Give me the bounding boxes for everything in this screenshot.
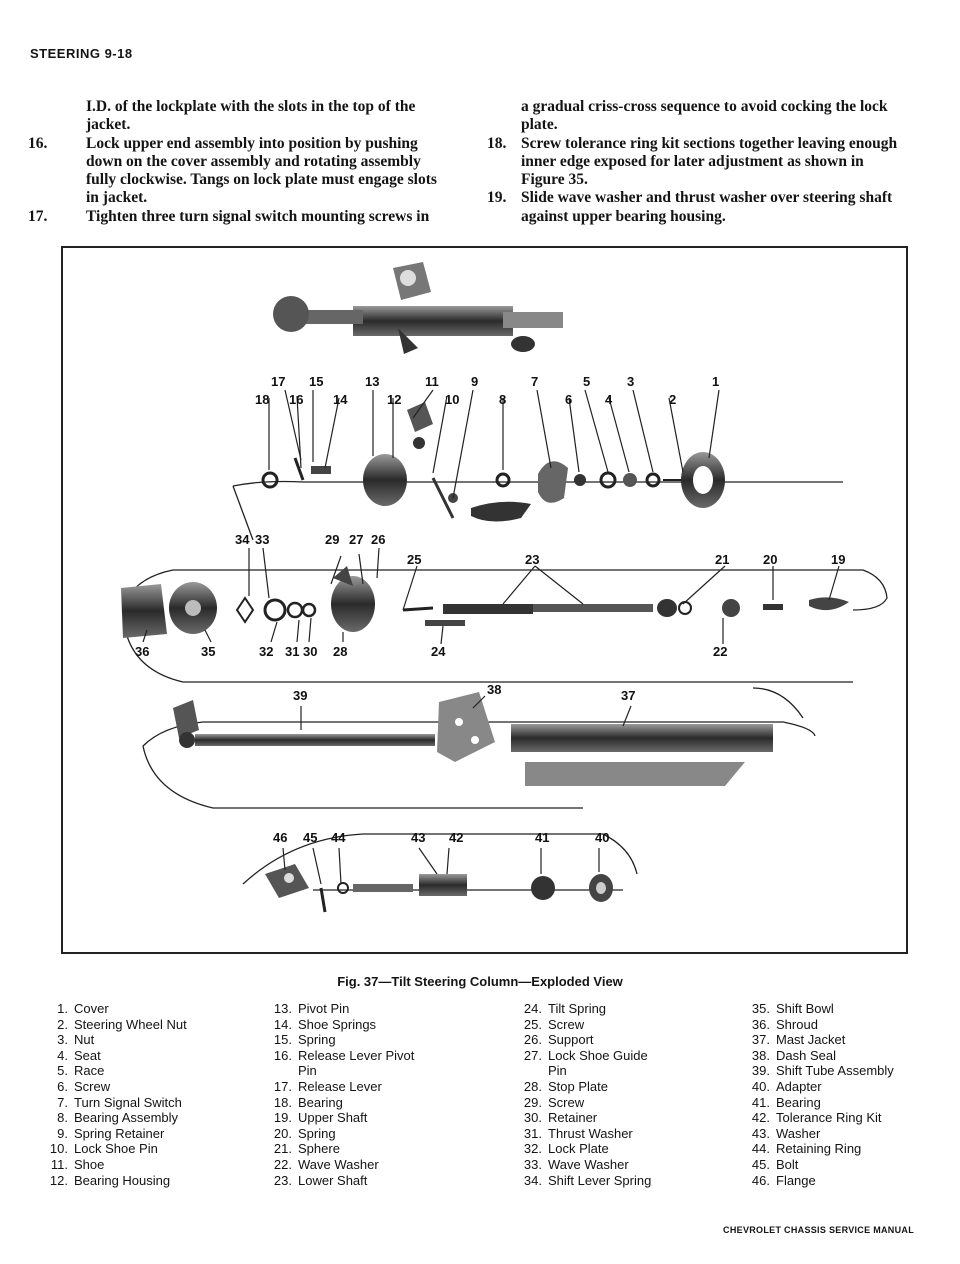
legend-item-label: Wave Washer bbox=[298, 1156, 379, 1172]
legend-item bbox=[272, 1110, 414, 1126]
callout-32: 32 bbox=[259, 644, 274, 659]
callout-13: 13 bbox=[365, 374, 380, 389]
legend-item bbox=[750, 1048, 894, 1064]
legend-item bbox=[522, 1095, 651, 1111]
step-text: Lock upper end assembly into position by pushing down on the cover assembly and rotating assembly fully clockwise. Tangs on lock plate must engage slots in jacket. bbox=[86, 134, 437, 207]
legend-column bbox=[522, 1001, 651, 1188]
legend-item-number: 15. bbox=[273, 1032, 292, 1048]
legend-item bbox=[750, 1001, 894, 1017]
callout-28: 28 bbox=[333, 644, 348, 659]
figure-caption: Fig. 37—Tilt Steering Column—Exploded View bbox=[337, 974, 623, 989]
legend-item bbox=[272, 1032, 414, 1048]
legend-item-label: Lock Plate bbox=[548, 1141, 609, 1157]
legend-item-number: 30. bbox=[523, 1110, 542, 1126]
step-continuation bbox=[493, 98, 908, 135]
legend-item-number: 2. bbox=[57, 1016, 68, 1032]
legend-item-number: 40. bbox=[751, 1078, 770, 1094]
callout-24: 24 bbox=[431, 644, 446, 659]
legend-item-label: Lock Shoe Guide bbox=[548, 1047, 648, 1063]
assembled-column-illustration bbox=[273, 262, 563, 354]
callout-21: 21 bbox=[715, 552, 730, 567]
step-continuation bbox=[28, 98, 448, 135]
leader-lines bbox=[143, 390, 839, 884]
legend-item-label: Lower Shaft bbox=[298, 1172, 368, 1188]
legend-item-label: Mast Jacket bbox=[776, 1032, 846, 1048]
legend-item bbox=[750, 1063, 894, 1079]
legend-item bbox=[272, 1173, 414, 1189]
row1-parts bbox=[263, 402, 725, 522]
legend-item-number: 21. bbox=[273, 1141, 292, 1157]
legend-item-label: Dash Seal bbox=[776, 1047, 836, 1063]
legend-item-number: 1. bbox=[57, 1001, 68, 1016]
exploded-view-figure bbox=[61, 246, 908, 954]
callout-9: 9 bbox=[471, 374, 479, 389]
callout-44: 44 bbox=[331, 830, 346, 845]
legend-item bbox=[522, 1141, 651, 1157]
legend-item-number: 10. bbox=[49, 1141, 68, 1157]
legend-item-label: Shoe bbox=[74, 1156, 105, 1172]
legend-item-number: 5. bbox=[57, 1063, 68, 1079]
callout-19: 19 bbox=[831, 552, 846, 567]
legend-item bbox=[272, 1063, 414, 1079]
legend-item bbox=[750, 1095, 894, 1111]
legend-column bbox=[750, 1001, 894, 1188]
step-text: Slide wave washer and thrust washer over steering shaft against upper bearing housing. bbox=[521, 189, 893, 225]
row3-parts bbox=[173, 692, 773, 786]
legend-item bbox=[48, 1017, 187, 1033]
legend-item-label: Screw bbox=[548, 1016, 585, 1032]
legend-item-number: 28. bbox=[523, 1078, 542, 1094]
legend-item-number: 41. bbox=[751, 1094, 770, 1110]
legend-item-label: Release Lever bbox=[298, 1078, 382, 1094]
callout-34: 34 bbox=[235, 532, 250, 547]
callout-16: 16 bbox=[289, 392, 304, 407]
legend-item-label: Shift Tube Assembly bbox=[776, 1063, 894, 1079]
legend-item bbox=[272, 1095, 414, 1111]
legend-item bbox=[48, 1063, 187, 1079]
callout-8: 8 bbox=[499, 392, 507, 407]
legend-item-number: 39. bbox=[751, 1063, 770, 1079]
legend-item-label: Washer bbox=[776, 1125, 821, 1141]
row4-parts bbox=[265, 864, 613, 912]
legend-item-number: 16. bbox=[273, 1047, 292, 1063]
legend-item-number: 33. bbox=[523, 1156, 542, 1172]
legend-item bbox=[272, 1001, 414, 1017]
legend-item-label: Sphere bbox=[298, 1141, 340, 1157]
legend-item-number: 12. bbox=[49, 1172, 68, 1188]
legend-item-label: Seat bbox=[74, 1047, 101, 1063]
legend-item-label: Retainer bbox=[548, 1110, 598, 1126]
legend-item-number: 34. bbox=[523, 1172, 542, 1188]
callout-5: 5 bbox=[583, 374, 591, 389]
legend-item bbox=[48, 1173, 187, 1189]
exploded-view-drawing bbox=[63, 248, 906, 952]
legend-item bbox=[750, 1173, 894, 1189]
legend-item bbox=[272, 1141, 414, 1157]
callout-18: 18 bbox=[255, 392, 270, 407]
legend-item bbox=[522, 1048, 651, 1064]
callout-45: 45 bbox=[303, 830, 318, 845]
legend-item-label: Cover bbox=[74, 1001, 109, 1016]
legend-item-label: Bolt bbox=[776, 1156, 799, 1172]
callout-22: 22 bbox=[713, 644, 728, 659]
callout-35: 35 bbox=[201, 644, 216, 659]
legend-item-number: 36. bbox=[751, 1016, 770, 1032]
callout-26: 26 bbox=[371, 532, 386, 547]
callout-27: 27 bbox=[349, 532, 364, 547]
legend-item bbox=[522, 1157, 651, 1173]
legend-item-number: 23. bbox=[273, 1172, 292, 1188]
legend-item bbox=[48, 1001, 187, 1017]
callout-46: 46 bbox=[273, 830, 288, 845]
legend-item-number: 4. bbox=[57, 1047, 68, 1063]
callout-41: 41 bbox=[535, 830, 550, 845]
legend-item-label: Tilt Spring bbox=[548, 1001, 607, 1016]
legend-item-number: 24. bbox=[523, 1001, 542, 1016]
legend-item-label: Bearing Housing bbox=[74, 1172, 171, 1188]
callout-37: 37 bbox=[621, 688, 636, 703]
legend-item-number: 6. bbox=[57, 1078, 68, 1094]
callout-15: 15 bbox=[309, 374, 324, 389]
legend-item-number: 3. bbox=[57, 1032, 68, 1048]
callout-10: 10 bbox=[445, 392, 460, 407]
callout-2: 2 bbox=[669, 392, 677, 407]
legend-item bbox=[48, 1032, 187, 1048]
callout-30: 30 bbox=[303, 644, 318, 659]
step-text: a gradual criss-cross sequence to avoid cocking the lock plate. bbox=[521, 98, 888, 134]
row2-parts bbox=[121, 566, 849, 638]
step-text: Tighten three turn signal switch mounting screws in bbox=[86, 207, 430, 225]
callout-36: 36 bbox=[135, 644, 150, 659]
callout-40: 40 bbox=[595, 830, 610, 845]
legend-item-label: Spring bbox=[298, 1032, 336, 1048]
legend-item-label: Screw bbox=[548, 1094, 585, 1110]
legend-item-label: Upper Shaft bbox=[298, 1110, 368, 1126]
step-16 bbox=[28, 135, 448, 208]
step-17 bbox=[28, 208, 448, 226]
legend-item-number: 31. bbox=[523, 1125, 542, 1141]
legend-item-number: 44. bbox=[751, 1141, 770, 1157]
step-18 bbox=[487, 134, 908, 190]
legend-item-label: Flange bbox=[776, 1172, 816, 1188]
legend-item-number: 22. bbox=[273, 1156, 292, 1172]
legend-item-label: Bearing bbox=[776, 1094, 821, 1110]
callout-42: 42 bbox=[449, 830, 464, 845]
step-number: 16. bbox=[28, 134, 48, 152]
step-text: I.D. of the lockplate with the slots in the top of the jacket. bbox=[86, 98, 416, 134]
legend-item-number: 42. bbox=[751, 1110, 770, 1126]
legend-item-number: 11. bbox=[50, 1156, 68, 1172]
legend-item-label: Shroud bbox=[776, 1016, 818, 1032]
legend-item bbox=[750, 1126, 894, 1142]
legend-item-label: Shoe Springs bbox=[298, 1016, 377, 1032]
legend-item-number: 43. bbox=[751, 1125, 770, 1141]
legend-item bbox=[750, 1079, 894, 1095]
step-text: Screw tolerance ring kit sections together leaving enough inner edge exposed for later adjustment as shown in Figure 35. bbox=[521, 134, 898, 189]
callout-23: 23 bbox=[525, 552, 540, 567]
left-text-column bbox=[28, 98, 448, 226]
callout-17: 17 bbox=[271, 374, 286, 389]
callout-25: 25 bbox=[407, 552, 422, 567]
legend-item bbox=[750, 1157, 894, 1173]
legend-item-number: 27. bbox=[523, 1047, 542, 1063]
page-header: STEERING 9-18 bbox=[30, 46, 133, 61]
legend-item-label: Spring bbox=[298, 1125, 336, 1141]
legend-item-label: Screw bbox=[74, 1078, 111, 1094]
callout-38: 38 bbox=[487, 682, 502, 697]
callout-20: 20 bbox=[763, 552, 778, 567]
legend-item bbox=[48, 1048, 187, 1064]
callout-12: 12 bbox=[387, 392, 402, 407]
step-number: 19. bbox=[487, 189, 507, 207]
legend-item-number: 13. bbox=[273, 1001, 292, 1016]
legend-item bbox=[750, 1141, 894, 1157]
legend-item-label: Bearing Assembly bbox=[74, 1110, 179, 1126]
legend-item-label: Nut bbox=[74, 1032, 95, 1048]
callout-11: 11 bbox=[425, 374, 439, 389]
legend-item-label: Turn Signal Switch bbox=[74, 1094, 182, 1110]
legend-item-label: Race bbox=[74, 1063, 105, 1079]
callout-1: 1 bbox=[712, 374, 720, 389]
callout-6: 6 bbox=[565, 392, 573, 407]
legend-item-number: 32. bbox=[523, 1141, 542, 1157]
legend-item-label: Tolerance Ring Kit bbox=[776, 1110, 882, 1126]
legend-item bbox=[522, 1126, 651, 1142]
legend-item-label: Spring Retainer bbox=[74, 1125, 165, 1141]
legend-item bbox=[272, 1126, 414, 1142]
legend-column bbox=[272, 1001, 414, 1188]
legend-item-label: Pivot Pin bbox=[298, 1001, 350, 1016]
legend-item bbox=[522, 1032, 651, 1048]
legend-item bbox=[272, 1017, 414, 1033]
legend-item-number: 29. bbox=[523, 1094, 542, 1110]
legend-item bbox=[48, 1095, 187, 1111]
step-19 bbox=[487, 189, 908, 226]
legend-item bbox=[48, 1157, 187, 1173]
right-text-column bbox=[487, 98, 908, 226]
legend-item bbox=[272, 1157, 414, 1173]
legend-item-label: Thrust Washer bbox=[548, 1125, 633, 1141]
callout-14: 14 bbox=[333, 392, 348, 407]
callout-3: 3 bbox=[627, 374, 635, 389]
legend-item bbox=[272, 1048, 414, 1064]
legend-item bbox=[522, 1001, 651, 1017]
legend-item-label: Pin bbox=[298, 1063, 317, 1079]
legend-item bbox=[48, 1110, 187, 1126]
legend-item bbox=[750, 1032, 894, 1048]
legend-item bbox=[522, 1017, 651, 1033]
legend-item-label: Bearing bbox=[298, 1094, 343, 1110]
legend-item bbox=[522, 1063, 651, 1079]
legend-item-number: 8. bbox=[57, 1110, 68, 1126]
legend-item-number: 37. bbox=[751, 1032, 770, 1048]
legend-item-label: Wave Washer bbox=[548, 1156, 629, 1172]
legend-item bbox=[522, 1110, 651, 1126]
legend-item-number: 46. bbox=[751, 1172, 770, 1188]
legend-item-label: Stop Plate bbox=[548, 1078, 608, 1094]
legend-item-label: Shift Bowl bbox=[776, 1001, 834, 1016]
legend-item-number: 9. bbox=[57, 1125, 68, 1141]
legend-item-number: 19. bbox=[273, 1110, 292, 1126]
legend-item bbox=[522, 1173, 651, 1189]
legend-item bbox=[750, 1017, 894, 1033]
legend-item-number: 20. bbox=[273, 1125, 292, 1141]
legend-item-number: 17. bbox=[273, 1078, 292, 1094]
legend-item bbox=[48, 1079, 187, 1095]
legend-item-label: Steering Wheel Nut bbox=[74, 1016, 187, 1032]
legend-item-label: Support bbox=[548, 1032, 594, 1048]
legend-item bbox=[750, 1110, 894, 1126]
legend-item-number: 7. bbox=[57, 1094, 68, 1110]
callout-4: 4 bbox=[605, 392, 613, 407]
legend-item-number: 45. bbox=[751, 1156, 770, 1172]
legend-item bbox=[522, 1079, 651, 1095]
legend-column bbox=[48, 1001, 187, 1188]
callout-33: 33 bbox=[255, 532, 270, 547]
legend-item-number: 26. bbox=[523, 1032, 542, 1048]
legend-item-number: 18. bbox=[273, 1094, 292, 1110]
page-footer: CHEVROLET CHASSIS SERVICE MANUAL bbox=[723, 1225, 914, 1235]
step-number: 18. bbox=[487, 134, 507, 152]
legend-item-label: Lock Shoe Pin bbox=[74, 1141, 158, 1157]
callout-7: 7 bbox=[531, 374, 539, 389]
legend-item-label: Release Lever Pivot bbox=[298, 1047, 415, 1063]
legend-item-number: 14. bbox=[273, 1016, 292, 1032]
callout-29: 29 bbox=[325, 532, 340, 547]
legend-item bbox=[48, 1126, 187, 1142]
callout-43: 43 bbox=[411, 830, 426, 845]
step-number: 17. bbox=[28, 207, 48, 225]
legend-item-label: Retaining Ring bbox=[776, 1141, 862, 1157]
legend-item-label: Pin bbox=[548, 1063, 567, 1079]
legend-item-label: Shift Lever Spring bbox=[548, 1172, 652, 1188]
callout-39: 39 bbox=[293, 688, 308, 703]
legend-item bbox=[272, 1079, 414, 1095]
legend-item-number: 35. bbox=[751, 1001, 770, 1016]
legend-item-number: 38. bbox=[751, 1047, 770, 1063]
callout-31: 31 bbox=[285, 644, 300, 659]
legend-item-label: Adapter bbox=[776, 1078, 822, 1094]
legend-item bbox=[48, 1141, 187, 1157]
legend-item-number: 25. bbox=[523, 1016, 542, 1032]
